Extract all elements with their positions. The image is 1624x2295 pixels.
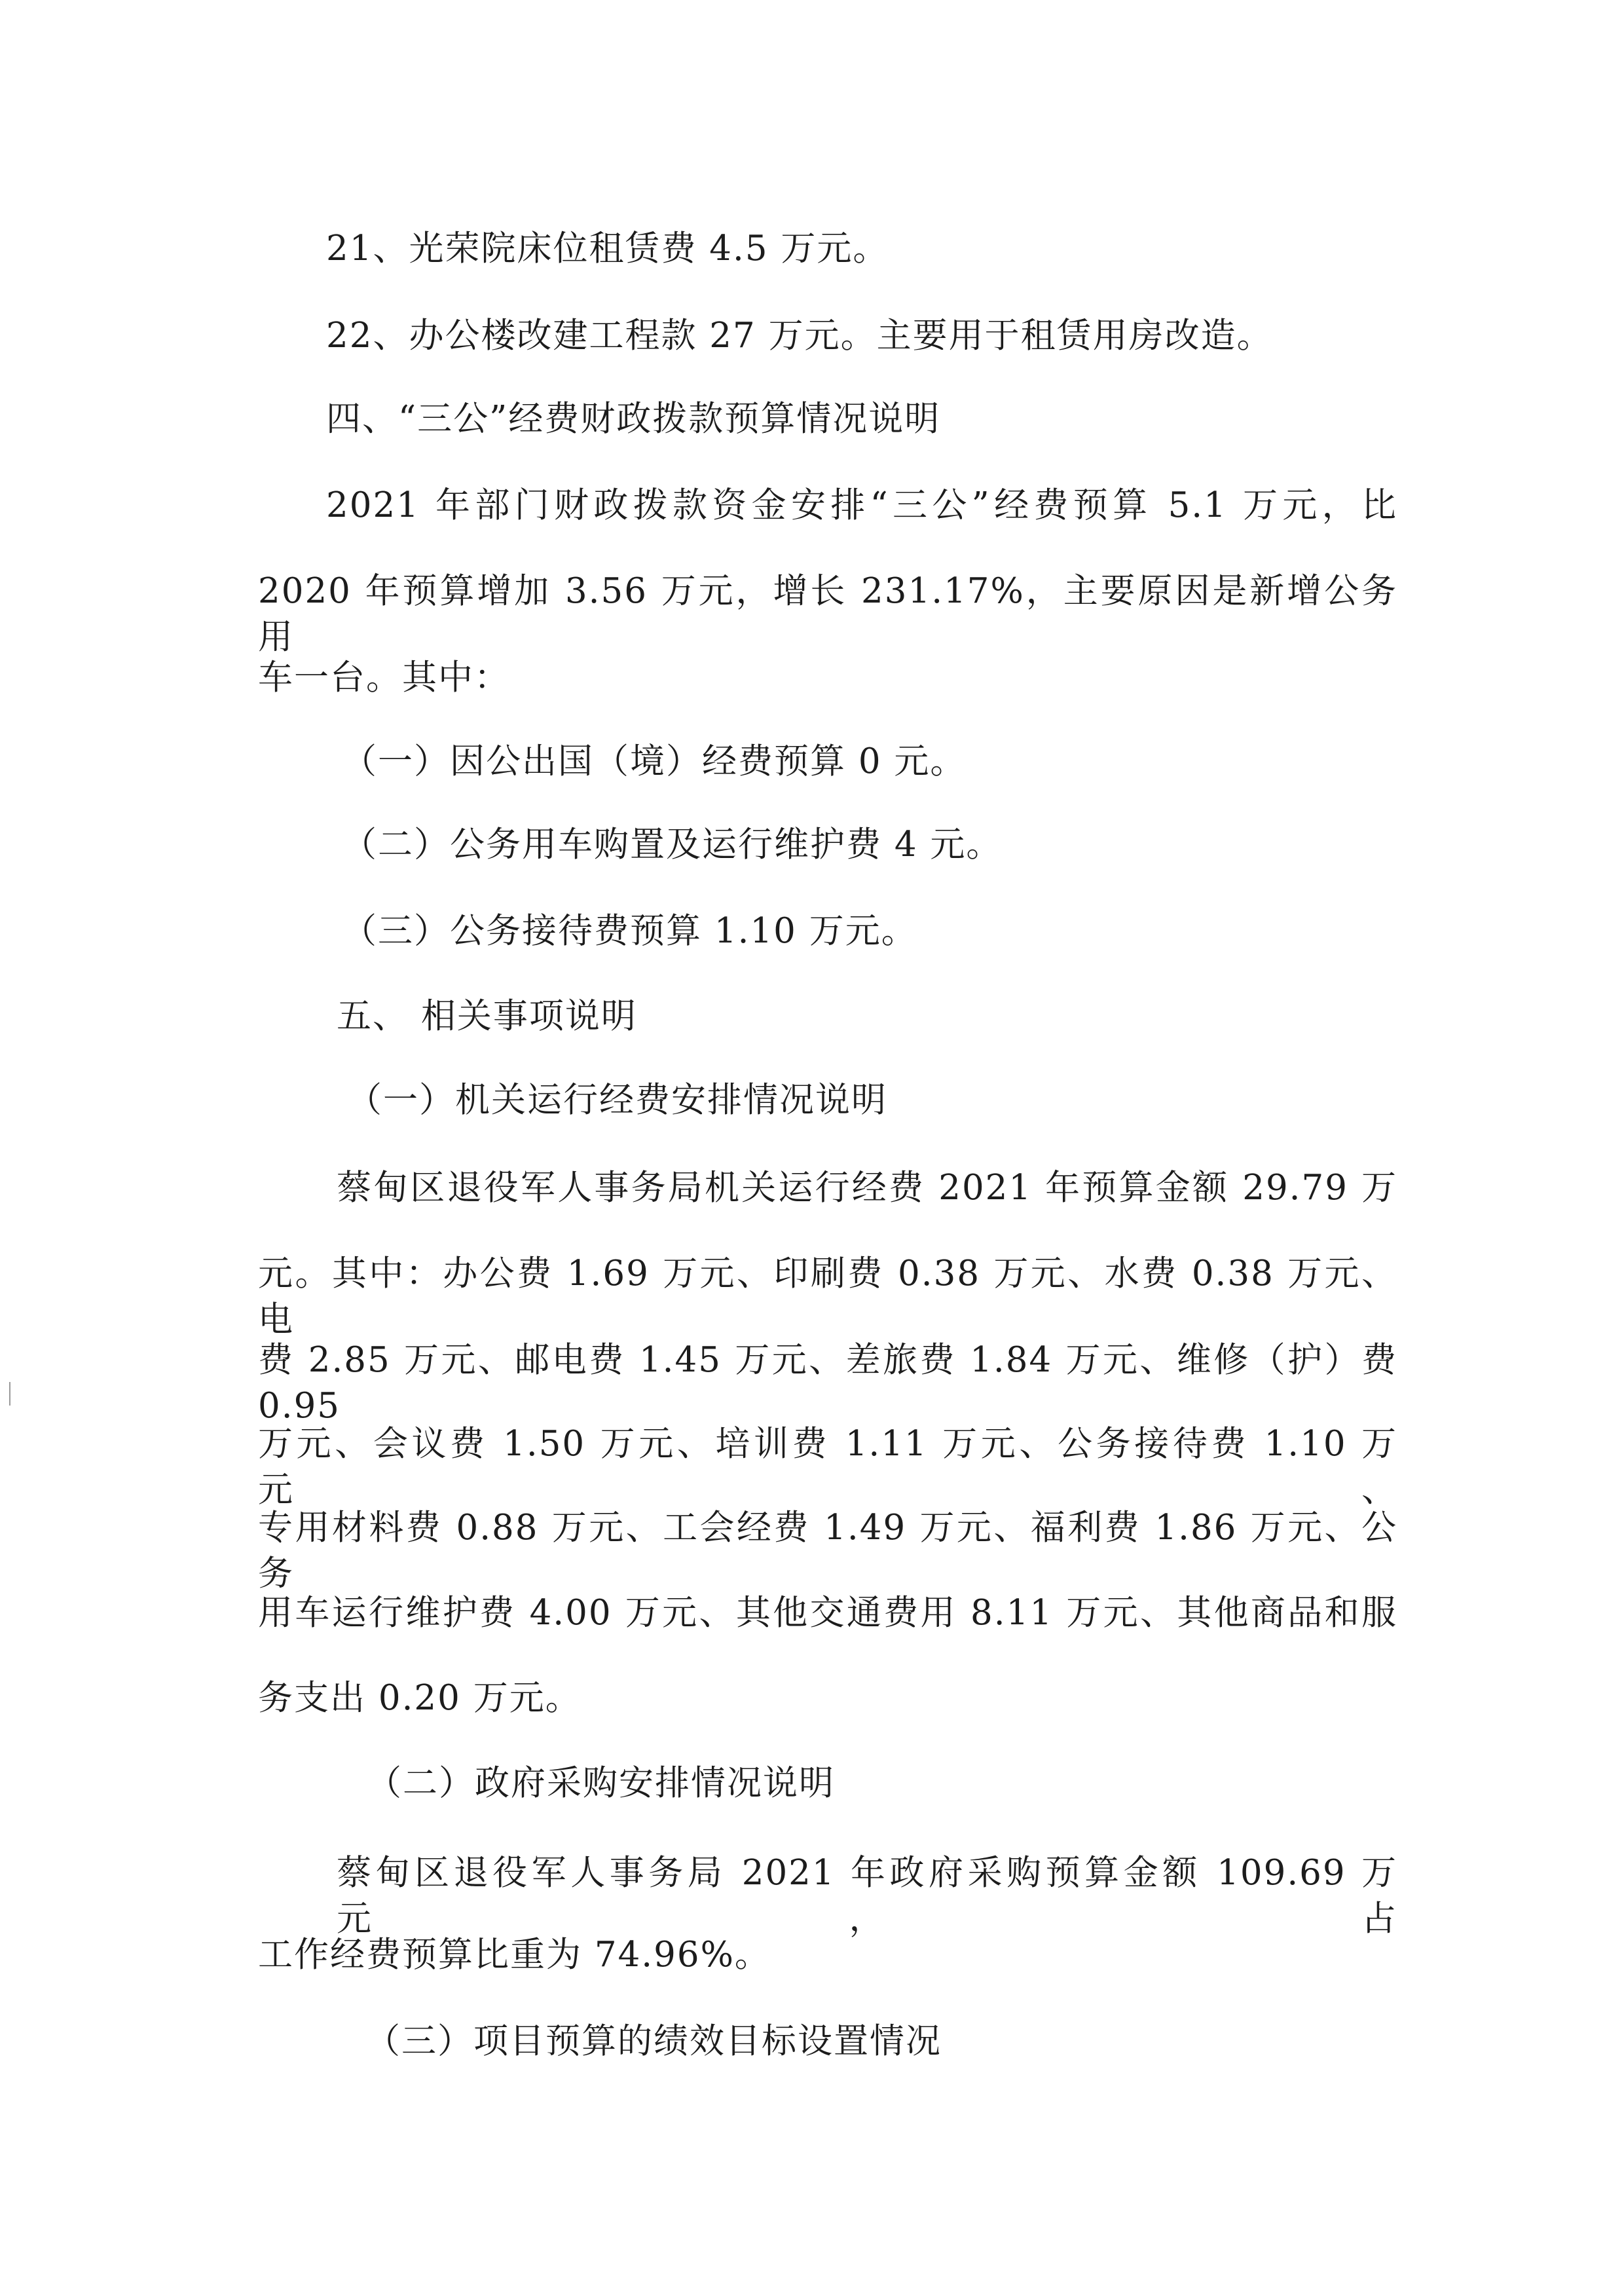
operating-funds-line-2: 元。其中：办公费 1.69 万元、印刷费 0.38 万元、水费 0.38 万元、电 bbox=[258, 1254, 1397, 1339]
operating-funds-subheading: （一）机关运行经费安排情况说明 bbox=[347, 1080, 887, 1120]
procurement-subheading: （二）政府采购安排情况说明 bbox=[367, 1763, 835, 1803]
operating-funds-line-3: 费 2.85 万元、邮电费 1.45 万元、差旅费 1.84 万元、维修（护）费 0.95 bbox=[258, 1340, 1397, 1426]
procurement-line-1: 蔡甸区退役军人事务局 2021 年政府采购预算金额 109.69 万元，占 bbox=[337, 1853, 1397, 1939]
operating-funds-line-4: 万元、会议费 1.50 万元、培训费 1.11 万元、公务接待费 1.10 万元、 bbox=[258, 1424, 1397, 1510]
operating-funds-line-7: 务支出 0.20 万元。 bbox=[258, 1678, 581, 1718]
three-public-paragraph-line-3: 车一台。其中： bbox=[258, 658, 510, 698]
overseas-travel-budget-item: （一）因公出国（境）经费预算 0 元。 bbox=[342, 741, 967, 781]
performance-targets-subheading: （三）项目预算的绩效目标设置情况 bbox=[365, 2021, 942, 2061]
procurement-line-2: 工作经费预算比重为 74.96%。 bbox=[258, 1935, 771, 1975]
reception-budget-item: （三）公务接待费预算 1.10 万元。 bbox=[342, 911, 917, 951]
operating-funds-line-1: 蔡甸区退役军人事务局机关运行经费 2021 年预算金额 29.79 万 bbox=[337, 1168, 1397, 1208]
scan-edge-mark bbox=[9, 1382, 10, 1406]
operating-funds-line-6: 用车运行维护费 4.00 万元、其他交通费用 8.11 万元、其他商品和服 bbox=[258, 1593, 1397, 1633]
item-21-paragraph: 21、光荣院床位租赁费 4.5 万元。 bbox=[326, 229, 889, 269]
operating-funds-line-5: 专用材料费 0.88 万元、工会经费 1.49 万元、福利费 1.86 万元、公务 bbox=[258, 1508, 1397, 1594]
item-22-paragraph: 22、办公楼改建工程款 27 万元。主要用于租赁用房改造。 bbox=[326, 316, 1273, 356]
vehicle-cost-item: （二）公务用车购置及运行维护费 4 元。 bbox=[342, 825, 1003, 865]
section-four-heading: 四、“三公”经费财政拨款预算情况说明 bbox=[326, 399, 941, 439]
section-five-heading: 五、 相关事项说明 bbox=[337, 996, 637, 1036]
three-public-paragraph-line-1: 2021 年部门财政拨款资金安排“三公”经费预算 5.1 万元，比 bbox=[326, 485, 1397, 525]
three-public-paragraph-line-2: 2020 年预算增加 3.56 万元，增长 231.17%，主要原因是新增公务用 bbox=[258, 571, 1397, 657]
